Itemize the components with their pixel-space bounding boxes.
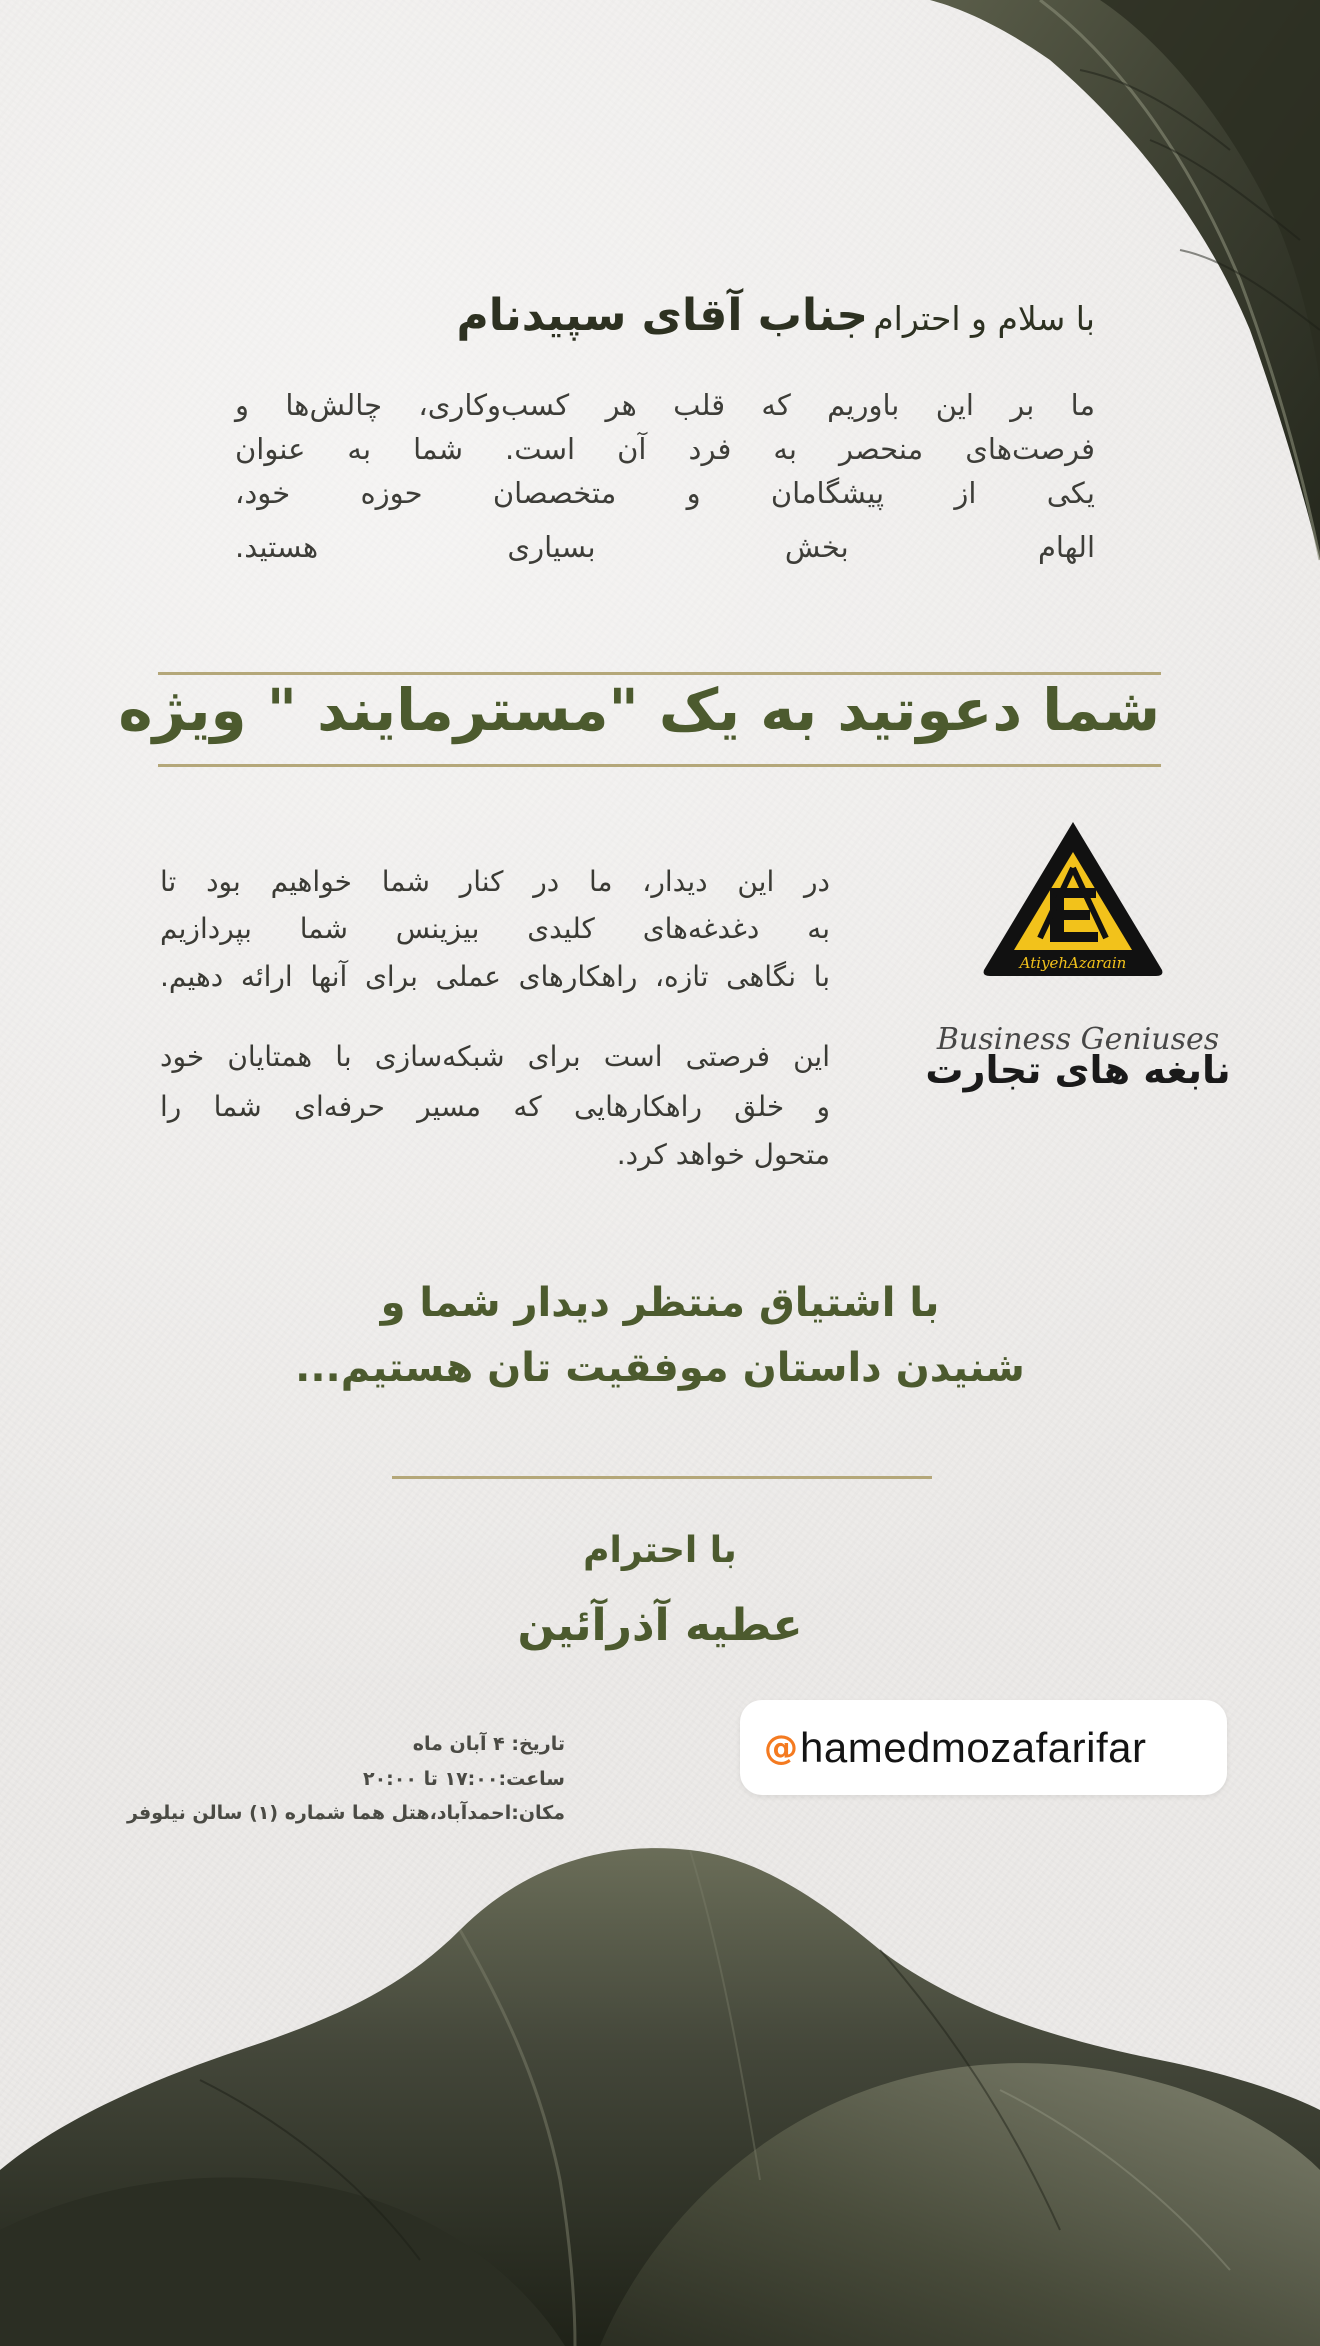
salutation: با سلام و احترام [873, 299, 1095, 338]
body-line: به دغدغه‌های کلیدی بیزینس شما بپردازیم [160, 912, 830, 945]
respect-text: با احترام [583, 1530, 737, 1571]
body-line: متحول خواهد کرد. [616, 1138, 830, 1171]
body-line: در این دیدار، ما در کنار شما خواهیم بود تا [160, 865, 830, 898]
at-icon: @ [764, 1727, 798, 1768]
event-date: تاریخ: ۴ آبان ماه [412, 1733, 565, 1755]
intro-line: ما بر این باوریم که قلب هر کسب‌وکاری، چالش‌ها و [235, 388, 1095, 422]
invitation-title: شما دعوتید به یک "مسترمایند " ویژه [118, 676, 1160, 744]
event-time: ساعت:۱۷:۰۰ تا ۲۰:۰۰ [362, 1768, 565, 1790]
body-line: این فرصتی است برای شبکه‌سازی با همتایان خود [160, 1040, 830, 1073]
logo-text: AtiyehAzarain [1019, 954, 1127, 972]
bottom-leaves [0, 1848, 1320, 2346]
closing-line: شنیدن داستان موفقیت تان هستیم... [295, 1345, 1025, 1391]
closing-rule [392, 1476, 932, 1479]
brand-script-text: Business Geniuses [936, 1022, 1220, 1057]
closing-line: با اشتیاق منتظر دیدار شما و [380, 1280, 940, 1326]
brand-name: نابغه های تجارت [925, 1048, 1231, 1092]
intro-line: فرصت‌های منحصر به فرد آن است. شما به عنوان [235, 432, 1095, 466]
mention-sticker[interactable] [740, 1700, 1227, 1795]
event-place: مکان:احمدآباد،هتل هما شماره (۱) سالن نیلوفر [126, 1802, 565, 1824]
brand-logo [980, 818, 1166, 980]
addressee-name: جناب آقای سپیدنام [456, 290, 869, 341]
social-handle[interactable]: hamedmozafarifar [800, 1723, 1147, 1771]
title-bottom-rule [158, 764, 1161, 767]
intro-line: یکی از پیشگامان و متخصصان حوزه خود، [235, 476, 1095, 510]
title-top-rule [158, 672, 1161, 675]
greeting-line [195, 290, 1095, 341]
intro-line: الهام بخش بسیاری هستید. [235, 530, 1095, 564]
body-line: با نگاهی تازه، راهکارهای عملی برای آنها ارائه دهیم. [160, 960, 830, 993]
body-line: و خلق راهکارهایی که مسیر حرفه‌ای شما را [160, 1090, 830, 1123]
signer-name: عطیه آذرآئین [517, 1600, 803, 1651]
